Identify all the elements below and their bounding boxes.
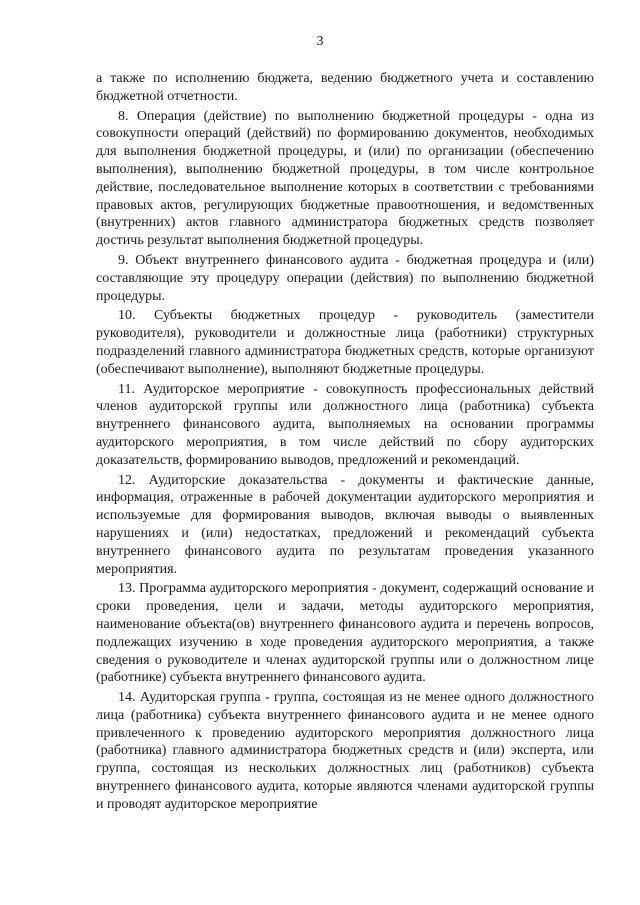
paragraph-14-audit-group: 14. Аудиторская группа - группа, состоящая из не менее одного должностного лица (работника) субъекта внутреннего финансового аудита и не менее одного привлеченного к проведению аудиторского мероприятия должностного лица (работника) главного администратора бюджетных средств и (или) эксперта, или группа, состоящая из нескольких должностных лиц (работников) субъекта внутреннего финансового аудита, которые являются членами аудиторской группы и проводят аудиторское мероприятие [96,690,594,812]
document-body [96,70,594,814]
page-number: 3 [316,34,324,49]
paragraph-continuation: а также по исполнению бюджета, ведению бюджетного учета и составлению бюджетной отчетности. [96,71,594,104]
paragraph-11-audit-event: 11. Аудиторское мероприятие - совокупность профессиональных действий членов аудиторской группы или должностного лица (работника) субъекта внутреннего финансового аудита, выполняемых на основании программы аудиторского мероприятия, в том числе действий по сбору аудиторских доказательств, формированию выводов, предложений и рекомендаций. [96,381,594,468]
paragraph-12-audit-evidence: 12. Аудиторские доказательства - документы и фактические данные, информация, отраженные в рабочей документации аудиторского мероприятия и используемые для формирования выводов, включая выводы о выявленных нарушениях и (или) недостатках, предложений и рекомендаций субъекта внутреннего финансового аудита по результатам проведения указанного мероприятия. [96,472,594,577]
paragraph-10-budget-subjects: 10. Субъекты бюджетных процедур - руководитель (заместители руководителя), руководители и должностные лица (работники) структурных подразделений главного администратора бюджетных средств, которые организуют (обеспечивают выполнение), выполняют бюджетные процедуры. [96,308,594,377]
paragraph-9-audit-object: 9. Объект внутреннего финансового аудита - бюджетная процедура и (или) составляющие эту процедуру операции (действия) по выполнению бюджетной процедуры. [96,252,594,304]
paragraph-13-audit-program: 13. Программа аудиторского мероприятия - документ, содержащий основание и сроки проведения, цели и задачи, методы аудиторского мероприятия, наименование объекта(ов) внутреннего финансового аудита и перечень вопросов, подлежащих изучению в ходе проведения аудиторского мероприятия, а также сведения о руководителе и членах аудиторской группы или о должностном лице (работнике) субъекта внутреннего финансового аудита. [96,581,594,686]
paragraph-8-operation: 8. Операция (действие) по выполнению бюджетной процедуры - одна из совокупности операций (действий) по формированию документов, необходимых для выполнения бюджетной процедуры, и (или) по организации (обеспечению выполнения), выполнению бюджетной процедуры, в том числе контрольное действие, последовательное выполнение которых в соответствии с требованиями правовых актов, регулирующих бюджетные правоотношения, и ведомственных (внутренних) актов главного администратора бюджетных средств позволяет достичь результат выполнения бюджетной процедуры. [96,108,594,249]
